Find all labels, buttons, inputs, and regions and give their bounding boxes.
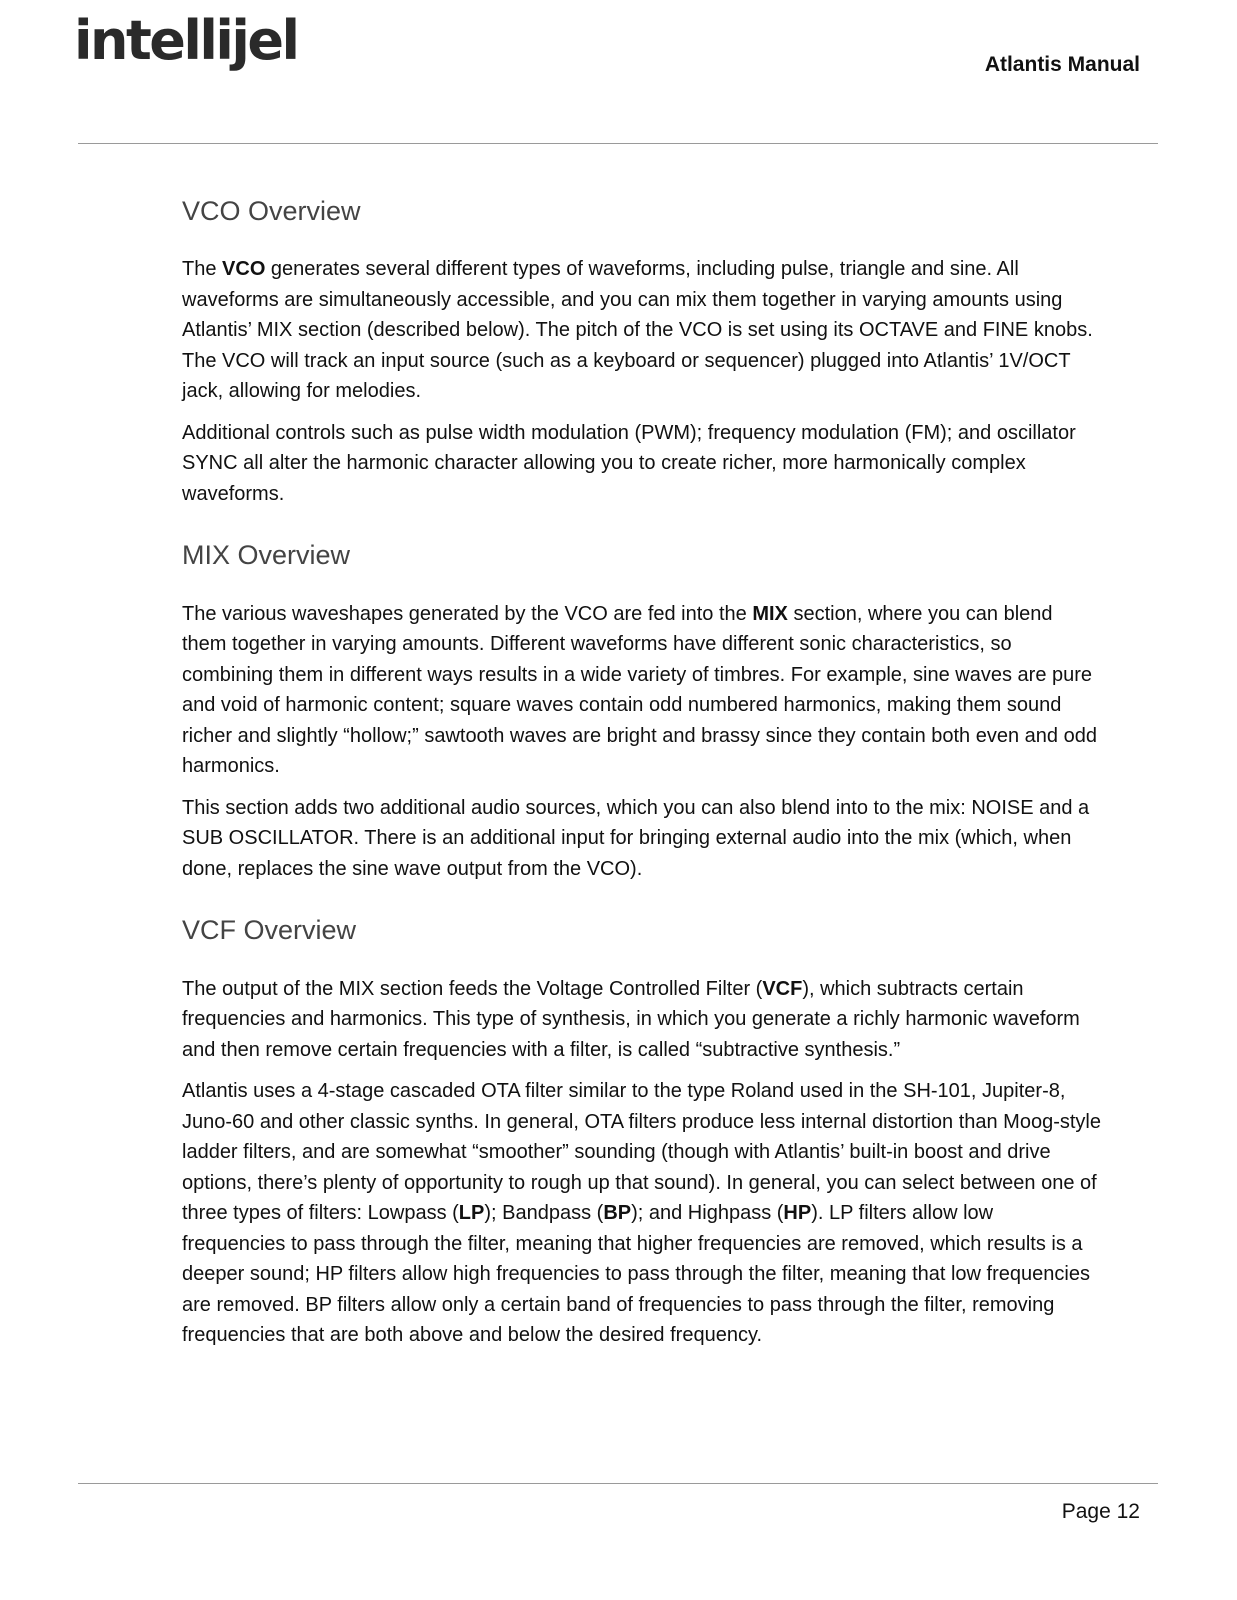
page-content (182, 195, 1102, 1362)
paragraph (182, 418, 1102, 510)
text-run: The (182, 258, 223, 281)
bold-term: LP (458, 1202, 485, 1225)
text-run: ); and Highpass ( (631, 1202, 784, 1225)
bold-term: VCO (222, 258, 266, 281)
intellijel-logo: intellijel (74, 9, 298, 72)
bold-term: VCF (762, 977, 803, 1000)
text-run: Atlantis uses a 4-stage cascaded OTA filter similar to the type Roland used in the SH-101, Jupiter-8, Juno-60 and other classic synths. In general, OTA filters produce less internal distortion than Moog-style ladder filters, and are somewhat “smoother” sounding (though with Atlantis’ built-in boost and drive options, there’s plenty of opportunity to rough up that sound). In general, you can select between one of three types of filters: Lowpass ( (182, 1080, 1101, 1225)
text-run: ). LP filters allow low frequencies to pass through the filter, meaning that higher frequencies are removed, which results is a deeper sound; HP filters allow high frequencies to pass through the filter, meaning that low frequencies are removed. BP filters allow only a certain band of frequencies to pass through the filter, removing frequencies that are both above and below the desired frequency. (182, 1202, 1090, 1347)
paragraph (182, 1076, 1102, 1351)
section-heading: VCF Overview (182, 915, 357, 946)
section-heading: VCO Overview (182, 196, 361, 226)
footer-divider (78, 1483, 1158, 1484)
section-vco-overview (182, 195, 1102, 509)
bold-term: BP (603, 1202, 632, 1225)
section-vcf-overview (182, 914, 1102, 1350)
section-mix-overview (182, 539, 1102, 884)
bold-term: MIX (752, 602, 788, 625)
paragraph (182, 793, 1102, 885)
manual-title: Atlantis Manual (984, 53, 1140, 76)
paragraph (182, 254, 1102, 407)
paragraph (182, 974, 1102, 1066)
bold-term: HP (783, 1202, 812, 1225)
paragraph (182, 599, 1102, 782)
text-run: ), which subtracts certain frequencies and harmonics. This type of synthesis, in which you generate a richly harmonic waveform and then remove certain frequencies with a filter, is called “subtractive synthesis.” (182, 977, 1080, 1061)
text-run: Additional controls such as pulse width modulation (PWM); frequency modulation (FM); and oscillator SYNC all alter the harmonic character allowing you to create richer, more harmonically complex waveforms. (182, 421, 1076, 505)
text-run: section, where you can blend them together in varying amounts. Different waveforms have different sonic characteristics, so combining them in different ways results in a wide variety of timbres. For example, sine waves are pure and void of harmonic content; square waves contain odd numbered harmonics, making them sound richer and slightly “hollow;” sawtooth waves are bright and brassy since they contain both even and odd harmonics. (182, 602, 1097, 778)
text-run: The various waveshapes generated by the VCO are fed into the (182, 602, 753, 625)
text-run: ); Bandpass ( (484, 1202, 604, 1225)
page-number: Page 12 (1061, 1500, 1140, 1523)
header-divider (78, 143, 1158, 144)
text-run: This section adds two additional audio sources, which you can also blend into to the mix: NOISE and a SUB OSCILLATOR. There is an additional input for bringing external audio into the mix (which, when done, replaces the sine wave output from the VCO). (182, 796, 1090, 880)
text-run: The output of the MIX section feeds the Voltage Controlled Filter ( (182, 977, 763, 1000)
section-heading: MIX Overview (182, 540, 351, 571)
text-run: generates several different types of waveforms, including pulse, triangle and sine. All waveforms are simultaneously accessible, and you can mix them together in varying amounts using Atlantis’ MIX section (described below). The pitch of the VCO is set using its OCTAVE and FINE knobs. The VCO will track an input source (such as a keyboard or sequencer) plugged into Atlantis’ 1V/OCT jack, allowing for melodies. (182, 258, 1093, 403)
